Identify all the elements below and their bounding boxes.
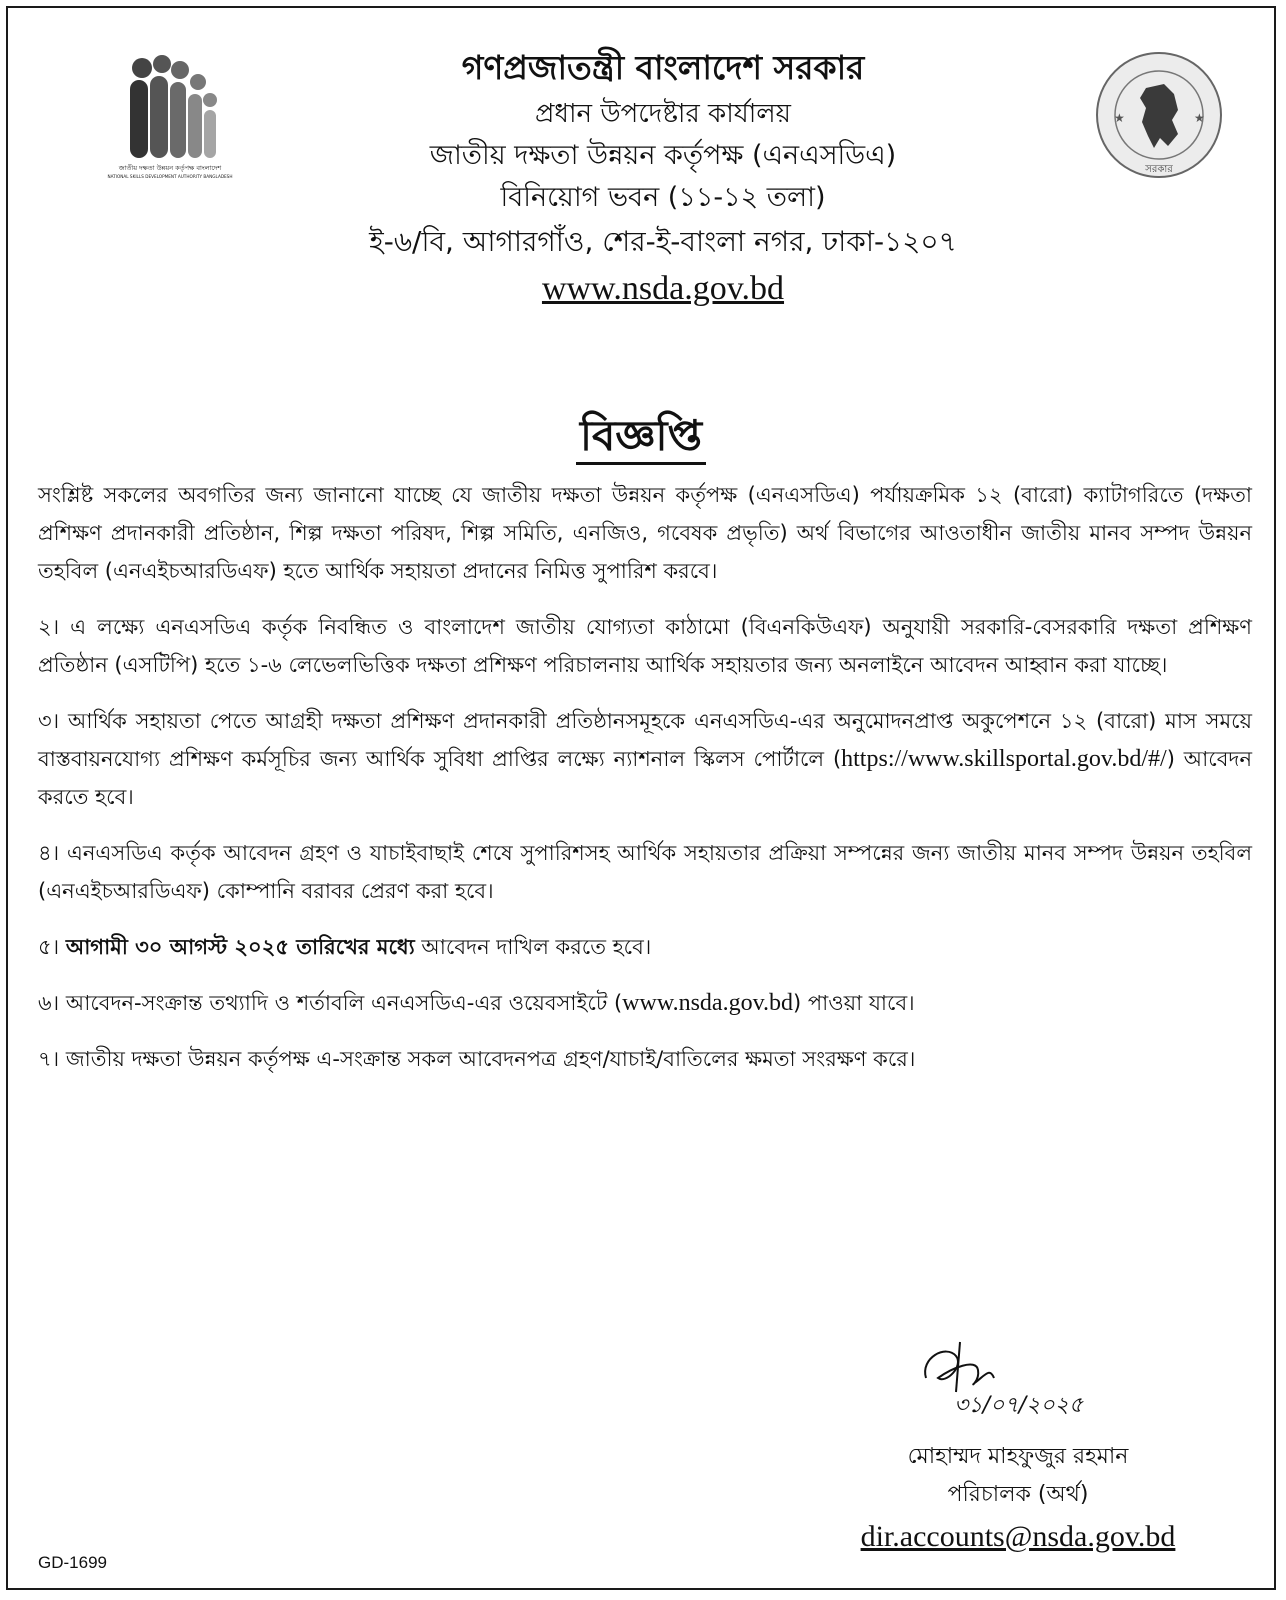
svg-text:★: ★ (1114, 111, 1125, 125)
government-seal-icon (1094, 50, 1224, 180)
skills-portal-link[interactable]: https://www.skillsportal.gov.bd/#/ (841, 746, 1167, 772)
government-name: গণপ্রজাতন্ত্রী বাংলাদেশ সরকার (461, 48, 865, 87)
paragraph-6: ৬। আবেদন-সংক্রান্ত তথ্যাদি ও শর্তাবলি এনএসডিএ-এর ওয়েবসাইটে (www.nsda.gov.bd) পাওয়া যাবে। (38, 990, 915, 1016)
signatory-block (788, 1438, 1248, 1554)
svg-text:সরকার: সরকার (1145, 164, 1173, 175)
signatory-email-link[interactable]: dir.accounts@nsda.gov.bd (860, 1520, 1176, 1553)
notice-title: বিজ্ঞপ্তি (8, 403, 1274, 474)
building-name: বিনিয়োগ ভবন (১১-১২ তলা) (500, 182, 826, 214)
paragraph-4: ৪। এনএসডিএ কর্তৃক আবেদন গ্রহণ ও যাচাইবাছাই শেষে সুপারিশসহ আর্থিক সহায়তার প্রক্রিয়া সম্পন্নের জন্য জাতীয় মানব সম্পদ উন্নয়ন তহবিল (এনএইচআরডিএফ) কোম্পানি বরাবর প্রেরণ করা হবে। (38, 841, 1252, 903)
gd-code: GD-1699 (38, 1553, 107, 1572)
signatory-name: মোহাম্মদ মাহফুজুর রহমান (907, 1444, 1129, 1469)
notice-document (6, 6, 1276, 1590)
svg-text:জাতীয় দক্ষতা উন্নয়ন কর্তৃপক্: জাতীয় দক্ষতা উন্নয়ন কর্তৃপক্ষ বাংলাদেশ (118, 164, 222, 172)
svg-text:NATIONAL SKILLS DEVELOPMENT AU: NATIONAL SKILLS DEVELOPMENT AUTHORITY BANGLADESH (107, 174, 233, 179)
deadline-text: আগামী ৩০ আগস্ট ২০২৫ তারিখের মধ্যে (65, 935, 415, 959)
website-link[interactable]: www.nsda.gov.bd (541, 270, 785, 308)
address: ই-৬/বি, আগারগাঁও, শের-ই-বাংলা নগর, ঢাকা-১২০৭ (369, 224, 957, 258)
nsda-website-link[interactable]: www.nsda.gov.bd (622, 990, 794, 1016)
paragraph-1: সংশ্লিষ্ট সকলের অবগতির জন্য জানানো যাচ্ছে যে জাতীয় দক্ষতা উন্নয়ন কর্তৃপক্ষ (এনএসডিএ) পর্যায়ক্রমিক ১২ (বারো) ক্যাটাগরিতে (দক্ষতা প্রশিক্ষণ প্রদানকারী প্রতিষ্ঠান, শিল্প দক্ষতা পরিষদ, শিল্প সমিতি, এনজিও, গবেষক প্রভৃতি) অর্থ বিভাগের আওতাধীন জাতীয় মানব সম্পদ উন্নয়ন তহবিল (এনএইচআরডিএফ) হতে আর্থিক সহায়তা প্রদানের নিমিত্ত সুপারিশ করবে। (38, 483, 1252, 583)
nsda-logo-icon (100, 46, 240, 186)
handwritten-signature-icon (916, 1338, 1146, 1428)
paragraph-5: ৫। আগামী ৩০ আগস্ট ২০২৫ তারিখের মধ্যে আবেদন দাখিল করতে হবে। (38, 935, 652, 959)
office-name: প্রধান উপদেষ্টার কার্যালয় (535, 98, 791, 129)
notice-body (38, 476, 1252, 1096)
authority-name: জাতীয় দক্ষতা উন্নয়ন কর্তৃপক্ষ (এনএসডিএ) (429, 139, 897, 171)
letterhead (248, 38, 1078, 312)
paragraph-3: ৩। আর্থিক সহায়তা পেতে আগ্রহী দক্ষতা প্রশিক্ষণ প্রদানকারী প্রতিষ্ঠানসমূহকে এনএসডিএ-এর অনুমোদনপ্রাপ্ত অকুপেশনে ১২ (বারো) মাস সময়ে বাস্তবায়নযোগ্য প্রশিক্ষণ কর্মসূচির জন্য আর্থিক সুবিধা প্রাপ্তির লক্ষ্যে ন্যাশনাল স্কিলস পোর্টালে (https://www.skillsportal.gov.bd/#/) আবেদন করতে হবে। (38, 709, 1252, 809)
paragraph-2: ২। এ লক্ষ্যে এনএসডিএ কর্তৃক নিবন্ধিত ও বাংলাদেশ জাতীয় যোগ্যতা কাঠামো (বিএনকিউএফ) অনুযায়ী সরকারি-বেসরকারি দক্ষতা প্রশিক্ষণ প্রতিষ্ঠান (এসটিপি) হতে ১-৬ লেভেলভিত্তিক দক্ষতা প্রশিক্ষণ পরিচালনায় আর্থিক সহায়তার জন্য অনলাইনে আবেদন আহ্বান করা যাচ্ছে। (38, 615, 1252, 677)
paragraph-7: ৭। জাতীয় দক্ষতা উন্নয়ন কর্তৃপক্ষ এ-সংক্রান্ত সকল আবেদনপত্র গ্রহণ/যাচাই/বাতিলের ক্ষমতা সংরক্ষণ করে। (38, 1047, 916, 1071)
signature-date: ৩১/০৭/২০২৫ (954, 1393, 1084, 1418)
svg-text:★: ★ (1194, 111, 1205, 125)
signatory-designation: পরিচালক (অর্থ) (947, 1482, 1089, 1507)
